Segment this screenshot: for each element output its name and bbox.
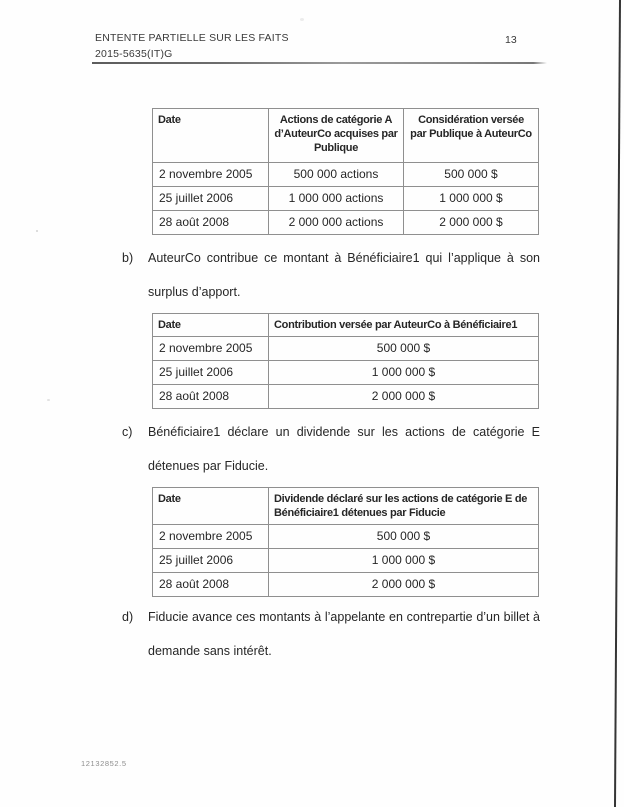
cell-date: 25 juillet 2006 (153, 187, 269, 211)
column-header-actions: Actions de catégorie A d’AuteurCo acquises par Publique (269, 109, 404, 163)
column-header-consideration: Considération versée par Publique à AuteurCo (404, 109, 539, 163)
cell-actions: 500 000 actions (269, 163, 404, 187)
table-row (153, 337, 539, 361)
cell-actions: 1 000 000 actions (269, 187, 404, 211)
column-header-dividende: Dividende déclaré sur les actions de catégorie E de Bénéficiaire1 détenues par Fiducie (269, 488, 539, 525)
cell-date: 28 août 2008 (153, 573, 269, 597)
cell-date: 25 juillet 2006 (153, 549, 269, 573)
cell-amount: 2 000 000 $ (404, 211, 539, 235)
paragraph-d (122, 600, 540, 668)
cell-amount: 2 000 000 $ (269, 385, 539, 409)
paragraph-text: AuteurCo contribue ce montant à Bénéficiaire1 qui l’applique à son surplus d’apport. (148, 251, 540, 299)
table-row (153, 163, 539, 187)
cell-date: 2 novembre 2005 (153, 337, 269, 361)
column-header-date: Date (153, 488, 269, 525)
table-row (153, 211, 539, 235)
table-dividende (152, 487, 539, 597)
paragraph-label: c) (122, 425, 133, 439)
cell-amount: 1 000 000 $ (269, 361, 539, 385)
table-row (153, 187, 539, 211)
column-header-date: Date (153, 109, 269, 163)
cell-date: 28 août 2008 (153, 211, 269, 235)
header-rule (92, 62, 547, 64)
paragraph-b (122, 241, 540, 309)
cell-amount: 2 000 000 $ (269, 573, 539, 597)
footer-doc-id: 12132852.5 (81, 759, 127, 768)
page-header (95, 31, 289, 62)
table-row (153, 525, 539, 549)
cell-amount: 500 000 $ (269, 525, 539, 549)
paragraph-c (122, 415, 540, 483)
table-header-row (153, 488, 539, 525)
cell-date: 2 novembre 2005 (153, 163, 269, 187)
paragraph-label: d) (122, 610, 134, 624)
cell-date: 2 novembre 2005 (153, 525, 269, 549)
scan-speck (300, 18, 304, 21)
table-row (153, 361, 539, 385)
table-contribution (152, 313, 539, 409)
page-number: 13 (505, 34, 517, 46)
column-header-date: Date (153, 314, 269, 337)
cell-amount: 500 000 $ (269, 337, 539, 361)
cell-actions: 2 000 000 actions (269, 211, 404, 235)
column-header-contribution: Contribution versée par AuteurCo à Bénéficiaire1 (269, 314, 539, 337)
scan-speck (47, 399, 50, 401)
table-header-row (153, 109, 539, 163)
paragraph-text: Fiducie avance ces montants à l’appelante en contrepartie d’un billet à demande sans intérêt. (148, 610, 540, 658)
scan-speck (36, 230, 38, 232)
paragraph-label: b) (122, 251, 134, 265)
header-title: ENTENTE PARTIELLE SUR LES FAITS (95, 32, 289, 44)
table-actions-categorie-a (152, 108, 539, 235)
table-header-row (153, 314, 539, 337)
table-row (153, 549, 539, 573)
cell-amount: 1 000 000 $ (404, 187, 539, 211)
table-row (153, 573, 539, 597)
paragraph-text: Bénéficiaire1 déclare un dividende sur les actions de catégorie E détenues par Fiducie. (148, 425, 540, 473)
cell-amount: 500 000 $ (404, 163, 539, 187)
cell-amount: 1 000 000 $ (269, 549, 539, 573)
header-docket: 2015-5635(IT)G (95, 47, 173, 60)
cell-date: 25 juillet 2006 (153, 361, 269, 385)
cell-date: 28 août 2008 (153, 385, 269, 409)
table-row (153, 385, 539, 409)
